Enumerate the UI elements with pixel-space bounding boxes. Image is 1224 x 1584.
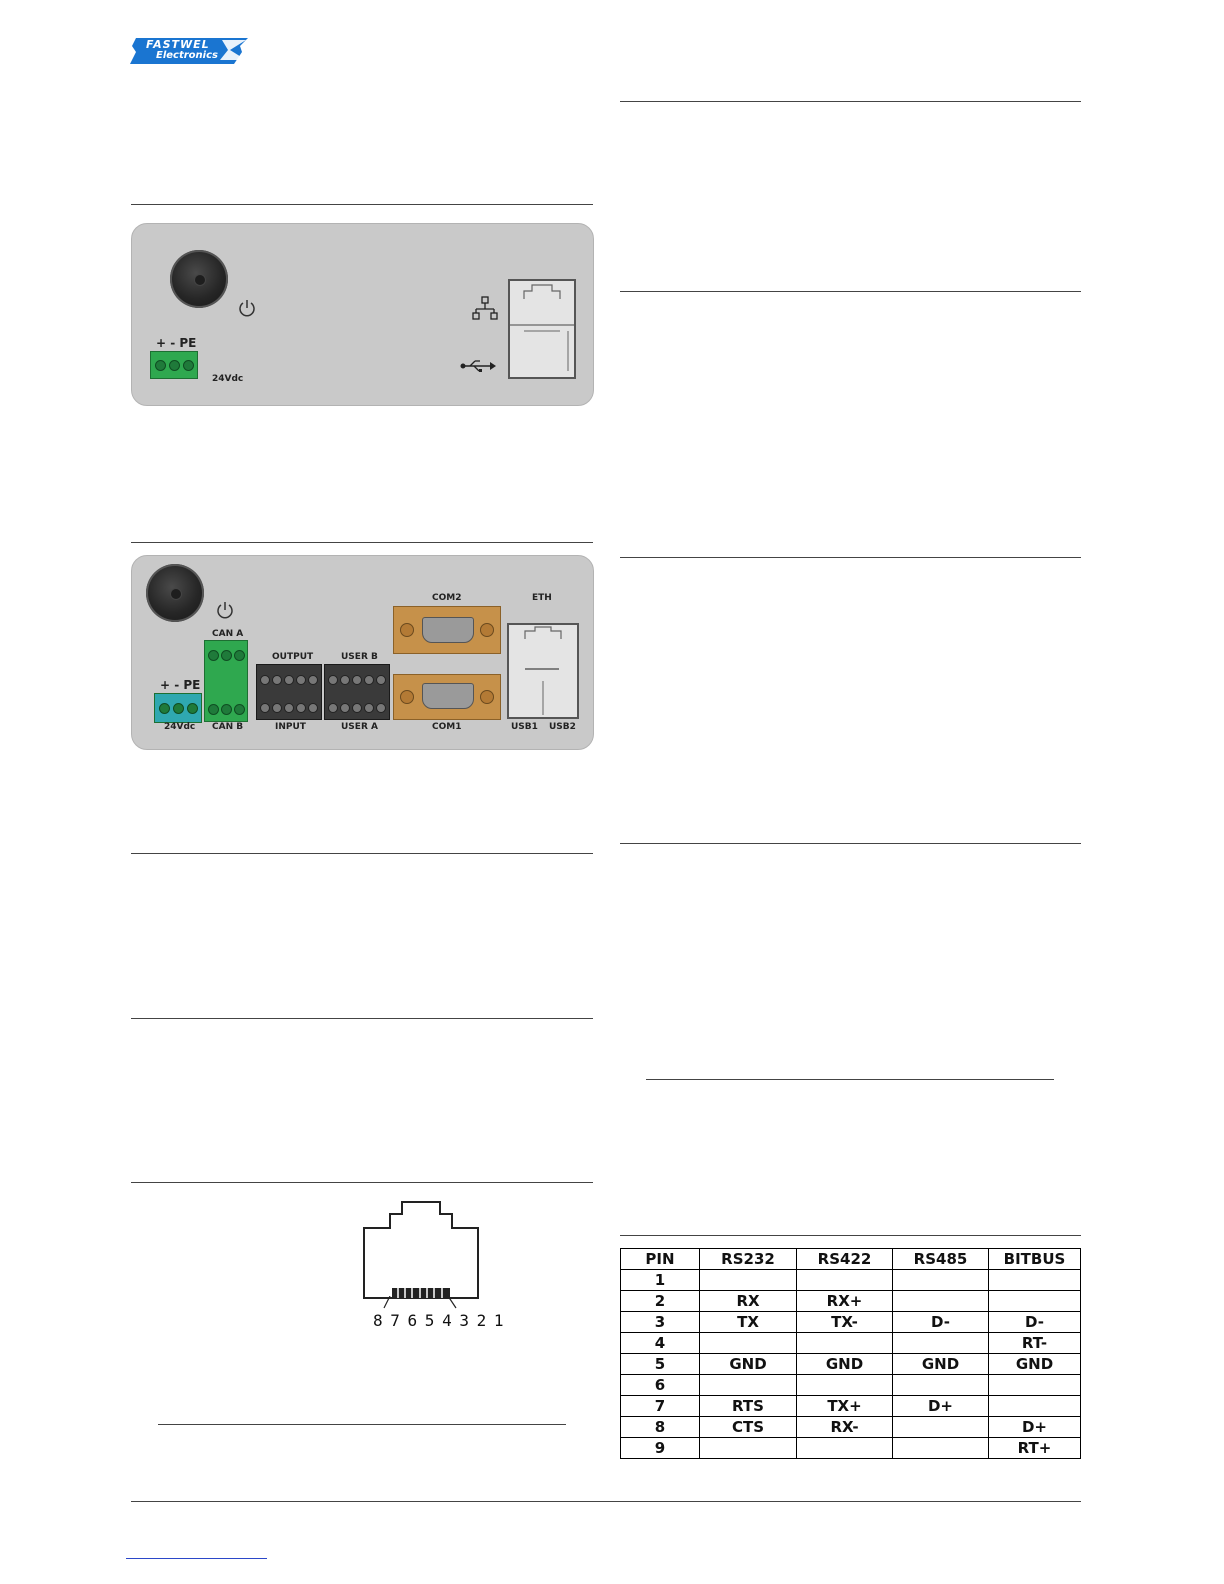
table-cell: RTS: [700, 1396, 797, 1417]
table-row: [621, 1417, 1081, 1438]
eth-usb-port-block: [508, 279, 576, 379]
table-cell: 2: [621, 1291, 700, 1312]
table-cell: 8: [621, 1417, 700, 1438]
table-cell: [989, 1291, 1081, 1312]
usb1-label: USB1: [511, 722, 538, 732]
section-divider: [131, 542, 593, 543]
power-terminal-label: + - PE: [156, 336, 197, 350]
table-cell: D-: [893, 1312, 989, 1333]
power-knob: [170, 250, 228, 308]
device-panel-basic: [131, 223, 594, 406]
section-divider: [620, 843, 1081, 844]
table-cell: 4: [621, 1333, 700, 1354]
section-divider: [131, 204, 593, 205]
footer-link-underline[interactable]: [126, 1558, 267, 1559]
user-b-label: USER B: [341, 652, 378, 662]
header-pin: PIN: [621, 1249, 700, 1270]
table-cell: [797, 1270, 893, 1291]
caption-divider: [158, 1424, 566, 1425]
table-cell: [893, 1333, 989, 1354]
voltage-label: 24Vdc: [164, 722, 196, 732]
table-row: [621, 1375, 1081, 1396]
table-row: [621, 1354, 1081, 1375]
table-cell: [893, 1375, 989, 1396]
table-cell: TX+: [797, 1396, 893, 1417]
input-label: INPUT: [275, 722, 306, 732]
eth-usb-port-block: [507, 623, 579, 719]
user-terminal: [324, 664, 390, 720]
rj45-pin-numbers: 8 7 6 5 4 3 2 1: [373, 1311, 503, 1330]
section-divider: [131, 853, 593, 854]
user-a-label: USER A: [341, 722, 378, 732]
power-icon: [238, 298, 256, 318]
table-cell: D+: [893, 1396, 989, 1417]
table-cell: [797, 1375, 893, 1396]
table-cell: GND: [893, 1354, 989, 1375]
table-cell: RT+: [989, 1438, 1081, 1459]
footer-divider: [131, 1501, 1081, 1502]
voltage-label: 24Vdc: [212, 374, 244, 384]
table-cell: [700, 1333, 797, 1354]
table-cell: TX: [700, 1312, 797, 1333]
output-input-terminal: [256, 664, 322, 720]
table-cell: [893, 1438, 989, 1459]
power-terminal: [154, 693, 202, 723]
com1-label: COM1: [432, 722, 462, 732]
table-cell: CTS: [700, 1417, 797, 1438]
table-header-row: [621, 1249, 1081, 1270]
eth-label: ETH: [532, 593, 552, 603]
table-cell: [700, 1438, 797, 1459]
power-terminal: [150, 351, 198, 379]
table-row: [621, 1312, 1081, 1333]
table-row: [621, 1291, 1081, 1312]
section-divider: [620, 101, 1081, 102]
section-divider: [131, 1182, 593, 1183]
usb-icon: [460, 358, 496, 374]
table-cell: GND: [700, 1354, 797, 1375]
table-cell: [700, 1270, 797, 1291]
table-cell: GND: [797, 1354, 893, 1375]
com1-connector: [393, 674, 501, 720]
table-cell: [893, 1417, 989, 1438]
table-cell: D-: [989, 1312, 1081, 1333]
table-row: [621, 1270, 1081, 1291]
table-cell: [893, 1270, 989, 1291]
can-terminal: [204, 640, 248, 722]
header-rs232: RS232: [700, 1249, 797, 1270]
table-cell: TX-: [797, 1312, 893, 1333]
table-cell: RX-: [797, 1417, 893, 1438]
table-cell: 9: [621, 1438, 700, 1459]
table-cell: [797, 1333, 893, 1354]
table-cell: [797, 1438, 893, 1459]
logo-text-line1: FASTWEL: [146, 38, 210, 51]
table-row: [621, 1438, 1081, 1459]
table-cell: RX: [700, 1291, 797, 1312]
com2-label: COM2: [432, 593, 462, 603]
header-rs422: RS422: [797, 1249, 893, 1270]
power-knob: [146, 564, 204, 622]
table-cell: [989, 1375, 1081, 1396]
output-label: OUTPUT: [272, 652, 314, 662]
power-terminal-label: + - PE: [160, 678, 201, 692]
table-row: [621, 1396, 1081, 1417]
can-a-label: CAN A: [212, 629, 244, 639]
table-cell: RX+: [797, 1291, 893, 1312]
power-icon: [216, 600, 234, 620]
table-cell: [989, 1396, 1081, 1417]
section-divider: [131, 1018, 593, 1019]
pin-leader-lines: [376, 1296, 466, 1310]
network-icon: [472, 296, 498, 322]
com-pin-assignment-table: [620, 1248, 1081, 1459]
table-cell: D+: [989, 1417, 1081, 1438]
table-cell: RT-: [989, 1333, 1081, 1354]
header-bitbus: BITBUS: [989, 1249, 1081, 1270]
table-cell: GND: [989, 1354, 1081, 1375]
caption-divider: [646, 1079, 1054, 1080]
table-row: [621, 1333, 1081, 1354]
can-b-label: CAN B: [212, 722, 244, 732]
rj45-jack-diagram: [362, 1200, 480, 1300]
section-divider: [620, 557, 1081, 558]
table-cell: 7: [621, 1396, 700, 1417]
logo-text-line2: Electronics: [156, 50, 218, 61]
com2-connector: [393, 606, 501, 654]
header-rs485: RS485: [893, 1249, 989, 1270]
table-cell: [989, 1270, 1081, 1291]
table-cell: 3: [621, 1312, 700, 1333]
table-cell: 6: [621, 1375, 700, 1396]
company-logo: [130, 36, 248, 66]
table-cell: 5: [621, 1354, 700, 1375]
device-panel-extended: [131, 555, 594, 750]
table-cell: 1: [621, 1270, 700, 1291]
usb2-label: USB2: [549, 722, 576, 732]
table-cell: [893, 1291, 989, 1312]
table-cell: [700, 1375, 797, 1396]
section-divider: [620, 291, 1081, 292]
section-divider: [620, 1235, 1081, 1236]
